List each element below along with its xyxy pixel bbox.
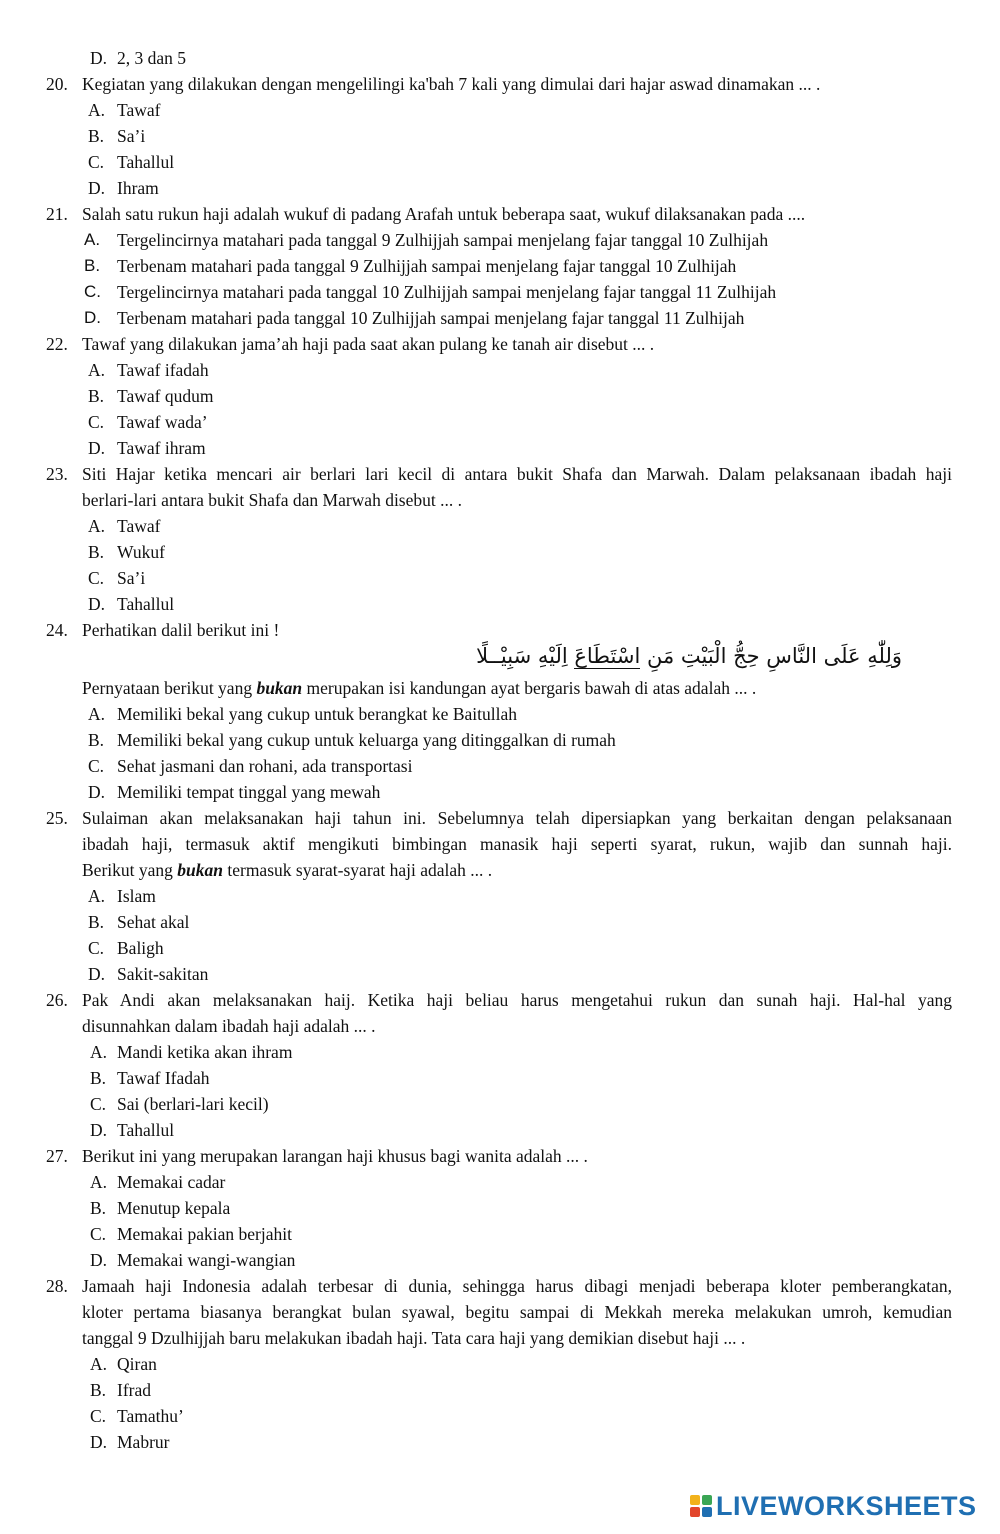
- question-number: 24.: [46, 620, 68, 640]
- question-text-part: Berikut yang: [82, 860, 178, 880]
- arabic-verse: [476, 644, 902, 674]
- option-text: Tergelincirnya matahari pada tanggal 9 Zulhijjah sampai menjelang fajar tanggal 10 Zulhijah: [117, 230, 769, 250]
- liveworksheets-watermark: [690, 1490, 977, 1522]
- option-text: Memakai wangi-wangian: [117, 1250, 296, 1270]
- option-text: Tergelincirnya matahari pada tanggal 10 Zulhijjah sampai menjelang fajar tanggal 11 Zulhijah: [117, 282, 777, 302]
- option-text: Terbenam matahari pada tanggal 10 Zulhijjah sampai menjelang fajar tanggal 11 Zulhijah: [117, 308, 745, 328]
- option-text: Menutup kepala: [117, 1198, 231, 1218]
- question-number: 22.: [46, 334, 68, 354]
- option-text: Islam: [117, 886, 156, 906]
- question-number: 20.: [46, 74, 68, 94]
- option-letter: C.: [88, 568, 105, 588]
- option-letter: D.: [88, 594, 106, 614]
- option-text: Tahallul: [117, 1120, 175, 1140]
- question-text: Tawaf yang dilakukan jama’ah haji pada saat akan pulang ke tanah air disebut ... .: [82, 334, 655, 354]
- question-text: Perhatikan dalil berikut ini !: [82, 620, 280, 640]
- statement-text: [82, 675, 952, 701]
- question-text: Berikut ini yang merupakan larangan haji khusus bagi wanita adalah ... .: [82, 1146, 588, 1166]
- option-text: Tamathu’: [117, 1406, 184, 1426]
- option-letter: B.: [88, 126, 105, 146]
- option-text: Sai (berlari-lari kecil): [117, 1094, 269, 1114]
- option-letter: A.: [88, 360, 106, 380]
- option-letter: B.: [90, 1068, 107, 1088]
- question-text-line: Jamaah haji Indonesia adalah terbesar di dunia, sehingga harus dibagi menjadi beberapa kloter pemberangkatan,: [82, 1276, 952, 1296]
- statement-part: Pernyataan berikut yang: [82, 678, 257, 698]
- option-letter: D.: [90, 48, 108, 68]
- option-text: Sehat akal: [117, 912, 190, 932]
- option-text: Tawaf: [117, 516, 161, 536]
- option-text: Terbenam matahari pada tanggal 9 Zulhijjah sampai menjelang fajar tanggal 10 Zulhijah: [117, 256, 737, 276]
- option-text: Tawaf Ifadah: [117, 1068, 210, 1088]
- question-number: 21.: [46, 204, 68, 224]
- liveworksheets-logo-icon: [690, 1495, 712, 1517]
- option-letter: C.: [90, 1406, 107, 1426]
- option-letter: D.: [88, 438, 106, 458]
- option-letter: C.: [90, 1224, 107, 1244]
- option-letter: C.: [88, 412, 105, 432]
- question-text-line: berlari-lari antara bukit Shafa dan Marwah disebut ... .: [82, 490, 463, 510]
- question-text-line: Pak Andi akan melaksanakan haij. Ketika haji beliau harus mengetahui rukun dan sunah haji. Hal-hal yang: [82, 990, 952, 1010]
- option-letter: D.: [88, 782, 106, 802]
- question-text: Kegiatan yang dilakukan dengan mengelilingi ka'bah 7 kali yang dimulai dari hajar aswad dinamakan ... .: [82, 74, 821, 94]
- question-text: Salah satu rukun haji adalah wukuf di padang Arafah untuk beberapa saat, wukuf dilaksanakan pada ....: [82, 204, 806, 224]
- question-text-part: termasuk syarat-syarat haji adalah ... .: [222, 860, 493, 880]
- option-letter: B.: [90, 1380, 107, 1400]
- option-letter: A.: [88, 100, 106, 120]
- option-letter: C.: [88, 938, 105, 958]
- option-text: 2, 3 dan 5: [117, 48, 187, 68]
- option-text: Qiran: [117, 1354, 157, 1374]
- option-letter: C.: [84, 282, 101, 301]
- option-letter: C.: [88, 152, 105, 172]
- option-text: Sa’i: [117, 126, 146, 146]
- option-text: Memiliki bekal yang cukup untuk keluarga yang ditinggalkan di rumah: [117, 730, 616, 750]
- option-letter: A.: [90, 1042, 108, 1062]
- option-text: Tawaf wada’: [117, 412, 208, 432]
- question-text-line: tanggal 9 Dzulhijjah baru melakukan ibadah haji. Tata cara haji yang demikian disebut haji ... .: [82, 1328, 746, 1348]
- question-number: 23.: [46, 464, 68, 484]
- question-text-line: Sulaiman akan melaksanakan haji tahun ini. Sebelumnya telah dipersiapkan yang berkaitan dengan pelaksanaan: [82, 808, 952, 828]
- watermark-text: LIVEWORKSHEETS: [716, 1490, 977, 1521]
- question-text-line: [82, 857, 952, 883]
- question-number: 26.: [46, 990, 68, 1010]
- option-text: Mandi ketika akan ihram: [117, 1042, 293, 1062]
- option-letter: A.: [88, 886, 106, 906]
- question-text-line: kloter pertama biasanya berangkat bulan syawal, begitu sampai di Mekkah mereka melakukan umroh, kemudian: [82, 1302, 952, 1322]
- option-text: Memakai pakian berjahit: [117, 1224, 292, 1244]
- option-text: Memakai cadar: [117, 1172, 226, 1192]
- option-text: Memiliki bekal yang cukup untuk berangkat ke Baitullah: [117, 704, 517, 724]
- option-letter: A.: [88, 516, 106, 536]
- option-letter: B.: [88, 730, 105, 750]
- option-letter: D.: [84, 308, 101, 327]
- option-letter: D.: [88, 178, 106, 198]
- question-text-line: Siti Hajar ketika mencari air berlari lari kecil di antara bukit Shafa dan Marwah. Dalam pelaksanaan ibadah haji: [82, 464, 952, 484]
- option-text: Mabrur: [117, 1432, 170, 1452]
- option-letter: A.: [84, 230, 101, 249]
- arabic-verse-start: وَلِلّٰهِ عَلَى النَّاسِ حِجُّ الْبَيْتِ مَنِ: [640, 644, 902, 668]
- question-text-line: disunnahkan dalam ibadah haji adalah ... .: [82, 1016, 376, 1036]
- option-letter: A.: [90, 1172, 108, 1192]
- option-letter: B.: [84, 256, 101, 275]
- arabic-verse-end: اِلَيْهِ سَبِيْــلًا: [476, 644, 575, 668]
- statement-emphasis: bukan: [256, 678, 303, 698]
- option-letter: C.: [88, 756, 105, 776]
- option-letter: B.: [88, 542, 105, 562]
- option-text: Tawaf ihram: [117, 438, 206, 458]
- option-text: Memiliki tempat tinggal yang mewah: [117, 782, 381, 802]
- option-text: Tahallul: [117, 152, 175, 172]
- question-number: 25.: [46, 808, 68, 828]
- option-text: Sa’i: [117, 568, 146, 588]
- option-letter: D.: [88, 964, 106, 984]
- option-text: Tawaf: [117, 100, 161, 120]
- statement-part: merupakan isi kandungan ayat bergaris bawah di atas adalah ... .: [302, 678, 757, 698]
- question-number: 27.: [46, 1146, 68, 1166]
- option-letter: A.: [88, 704, 106, 724]
- option-letter: B.: [90, 1198, 107, 1218]
- option-text: Ifrad: [117, 1380, 152, 1400]
- option-text: Tawaf qudum: [117, 386, 214, 406]
- option-letter: D.: [90, 1120, 108, 1140]
- question-text-line: ibadah haji, termasuk aktif mengikuti bimbingan manasik haji seperti syarat, rukun, wajib dan sunnah haji.: [82, 834, 952, 854]
- option-text: Tahallul: [117, 594, 175, 614]
- option-text: Wukuf: [117, 542, 165, 562]
- option-letter: A.: [90, 1354, 108, 1374]
- option-text: Sakit-sakitan: [117, 964, 209, 984]
- option-letter: B.: [88, 912, 105, 932]
- option-letter: D.: [90, 1250, 108, 1270]
- question-text-emphasis: bukan: [177, 860, 223, 880]
- option-text: Tawaf ifadah: [117, 360, 209, 380]
- arabic-verse-underlined: اسْتَطَاعَ: [574, 644, 641, 668]
- option-letter: B.: [88, 386, 105, 406]
- option-text: Baligh: [117, 938, 164, 958]
- question-number: 28.: [46, 1276, 68, 1296]
- option-letter: C.: [90, 1094, 107, 1114]
- option-text: Sehat jasmani dan rohani, ada transportasi: [117, 756, 413, 776]
- option-letter: D.: [90, 1432, 108, 1452]
- option-text: Ihram: [117, 178, 159, 198]
